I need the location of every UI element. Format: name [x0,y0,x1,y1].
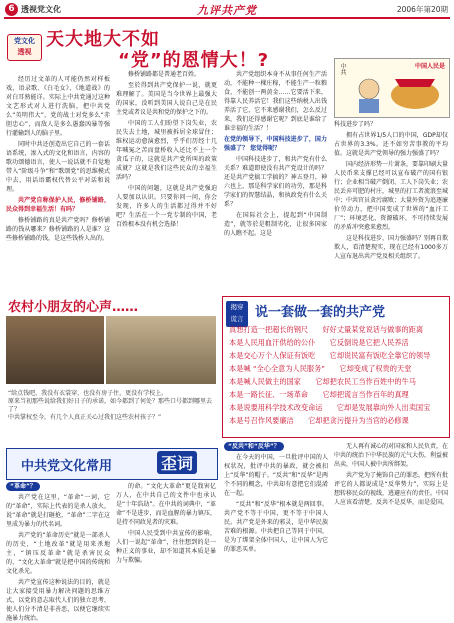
paragraph: 这是科技进步，国力强盛吗？别再自欺欺人，看清楚现实，现在已经有1000多万人宣布退出共产党及相关组织了。 [334,235,449,260]
section-tag-line2: 透视 [17,48,32,56]
header-rule [4,17,450,19]
photo-child-right [106,316,216,384]
slogan-row [229,414,445,427]
article-column-2 [116,70,217,283]
badge-top: 揭穿 [230,303,244,311]
term-heading [6,482,110,491]
question-heading: 在党的领导下，中国科技进步了，国力强盛了？ 您觉得呢？ [224,136,327,152]
slogan-row [229,375,445,388]
cartoon-illustration [334,58,450,118]
paragraph: “反共”和“反华”根本就是两回事。共产党不等于中国，更不等于中国人民。共产党是外来的邪灵，是中华民族苦难的根源。中共把自己等同于中国，是为了绑架全体中国人，让中国人为它的罪恶买单。 [224,501,328,553]
slogan-left: 本是一路长征、一场革命 [229,390,309,399]
paragraph: 共产党组织本身不从事任何生产活动，不能种一棵庄稼，不能生产一粒粮食，不能创一两黄金……它要活下来，得靠人民养活它！我们这些纳税人出钱养活了它，它不来感谢我们，怎么反过来，我们还得感谢它呢？到底是谁给了谁幸福的生活？！ [224,71,327,132]
slogan-row [229,323,445,336]
slogan-left: 本是喊人民做主的国家 [229,377,301,386]
term-column-1 [6,482,110,622]
series-title: 九评共产党 [197,4,257,17]
paragraph: 在今天的中国，一旦批评中国的人权状况，批评中共的暴政，就会被扣上“反华”的帽子。“反共”和“反华”是两个不同的概念，中共却有意把它们混淆在一起。 [224,454,328,497]
slogan-right: 它却是发展靠向外人出卖国宝 [336,403,431,412]
term-column-4 [334,442,448,588]
cartoon-side-label: 中共 [339,63,346,75]
slogan-row [229,362,445,375]
headline-line2: “党”的恩情大！? [118,50,270,71]
term-heading-pill: “反共”和“反华”？ [224,442,284,451]
article-column-1 [6,75,110,283]
slogan-right: 它却说民富有饭吃全靠它的领导 [329,351,431,360]
headline-line1: 天大地大不如 [46,29,160,50]
paragraph: 中国的工人们盼望下岗失业，农民失去土地，城里被拆居全球冒住；维权运动愈演愈烈，乎乎们历经十几年喊冤之苦而盘桥收入还比不上一个贪瓜子的，这就是共产党所叫的政策成就？这就是我们这些民众的幸福生活吗？ [116,120,217,181]
slogans-list [229,323,445,427]
slogan-right: 它却把谎言当作百年的真理 [322,390,409,399]
article-column-3 [224,70,327,283]
photo-child-left [6,316,104,384]
term-heading [224,442,328,451]
slogans-title: 说一套做一套的共产党 [255,305,386,320]
kids-poem [8,390,216,432]
poem-line: 中共掌权至今，有几个人真正关心过我们这些农村孩子？” [8,414,162,421]
kids-section-title: 农村小朋友的心声…… [8,300,139,315]
paragraph: 共产党宣传这种说法的目的，就是让大家接受用暴力解决问题的思维方式，以党的意志取代人们的独立思考，使人们分不清是非善恶，以便它继续实施暴力统治。 [6,579,110,622]
paragraph: 无人再有诚心的对国家和人民负责，在中共的统治下中华民族的元气大伤，利益被出卖，中国人被中共所绑架。 [334,443,449,468]
slogan-right: 它却把农民工当作百姓中的牛马 [315,377,416,386]
slogan-right: 它却把贪污提升为当官的必修课 [308,416,409,425]
slogan-left: 本是说要用科学技术改变命运 [229,403,323,412]
poem-line: “给点钱吧，我没有衣裳穿，也没有房子住，更没有学校上。 [8,390,168,397]
paragraph: 共产党的“革命历史”就是一部杀人的历史，“土地改革”就是用来杀地主，“镇压反革命”就是杀害民众的，“文化大革命”就是把中国的传统和文化杀光。 [6,532,110,575]
slogan-row [229,336,445,349]
terms-title-right: 歪词 [157,451,197,474]
paragraph: 修桥铺路的真是共产党吗？修桥铺路的钱从哪来？修桥铺路的人是谁？这些修桥铺路的钱，是这些钱桥人出的。 [6,217,110,242]
paragraph: 的命。“文化大革命”更是戕害亿万人，在中共自己的文件中也承认是“十年浩劫”。在中共的词典中，“革命”不是进步，而是血腥的暴力镇压，是持不同政见者的灾难。 [116,483,216,526]
slogan-row [229,401,445,414]
term-heading-pill: “革命”？ [6,482,40,491]
paragraph: 至於得到共产党保护一说，就更难理解了。美国是当今世界上最强大的国家，没听到美国人说自己是在民主党或者议是共和党的保护之下的。 [116,82,217,116]
section-tag-line1: 党文化 [14,37,35,45]
issue-label: 2006年第20期 [396,5,448,14]
paragraph: 经历过文革的人可能仍然对样板戏、语录歌、《白毛女》、《地道战》的对白耳熟能详。实际上中共党通过这种文艺形式对人进行洗脑，把中共党么“英明伟大”，党的战士对党多么“赤胆忠心”，而敌人是多么愚蠢凶暴等强行灌输到人的脑子里。 [6,76,110,137]
paragraph: 共产党在这里，“革命”一词，它的“革命”，实际上代表的是杀人放火，说“革命”就是打砸抢，“革命”二字在这里成为暴力的代名词。 [6,494,110,528]
term-column-2 [116,482,216,588]
page-number-badge: 6 [5,3,18,16]
article-column-4 [334,120,448,283]
slogan-left: 本是人民用血汗供给的公仆 [229,338,316,347]
slogan-left: 本是交心万个人保证有饭吃 [229,351,316,360]
slogan-left: 本是喊 “全心全意为人民服务” [229,364,325,373]
slogan-row [229,349,445,362]
paragraph: 中国人民受到中共宣传的影响，人们一说起“革命”，往往想到的是一种正义的事业，却不知道其本质是暴力与欺骗。 [116,530,216,564]
section-tag [7,34,42,61]
slogan-right: 好好丈量某党说话与做事的距离 [322,325,424,334]
paragraph: 国内经济形势一片萧条，要靠印刷大量人民币来支撑已经可以宣布破产的国有银行；企业相当破产倒闭、工人下岗失业；农民丢弃可肥的村庄，城里的打工者流浪至城中；中共官员贪污腐败；大量外资为追逐廉价劳动力，把中国变成了世界的“血汗工厂”；环境恶化、资源破坏，不可持续发展的矛盾冲突愈来愈烈。 [334,161,449,231]
slogan-right: 它却变成了权贵的天堂 [339,364,412,373]
paragraph: 中国科技进步了，和共产党有什么关系？难道即使没有共产党设计的吗？还是共产党搞工学搞的？神五登月，神六也上，那是科学家们的功劳，那是科学家们的智慧结晶，和执政党有什么关系？ [224,156,327,208]
paragraph: 同时中共还创造出它自己的一套话语系统，渗入式的文化和语言，内容的歌功颂德语言，使人一说话就不自觉地带入“阶级斗争”和“歌颂党”的思维模式中去，用话语霸权代替公平对话和说理。 [6,141,110,193]
cartoon-caption: 中国人民是 [414,63,445,70]
section-title: 透视党文化 [21,5,61,14]
slogan-right: 它反倒说是它把人民养活 [329,338,409,347]
paragraph: 中国的问题，这就是共产党强迫人要加以认识。只要你问一问，你会发现，许多人的生活都过得并不好吧？生活在一个一党专制的中国，老百姓根本没有机会选择！ [116,185,217,228]
badge-bottom: 谎言 [230,315,244,323]
slogan-left: 本是号召作风要廉洁 [229,416,294,425]
paragraph: 共产党为了掩饰自己的罪恶，把所有批评它的人都说成是“反华势力”，实际上是想转移民众的视线，逃避应有的责任。中国人应该看清楚，反共不是反华，而是爱国。 [334,472,449,506]
slogan-row [229,388,445,401]
paragraph: 拥有占世界1/5人口的中国，GDP却仅占世界的3.3%。还不如穷苦事教的平均值。这就是共产党领导的强力强盛了吗？ [334,132,448,157]
bold-question: 共产党自称保护人民，修桥铺路，民众得到幸福生活！有吗？ [6,197,110,213]
slogans-box [222,296,450,438]
term-column-3 [224,442,328,588]
paragraph: 在国际社会上，提起到“中国制造”，就等於是粗制劣化，让很多国家的人瞧不起。这是 [224,212,327,237]
terms-title-left: 中共党文化常用 [21,459,113,474]
slogan-left: 真想打造一把超长的钢尺 [229,325,309,334]
poem-line: 原来当初那些说给我们好日子的承诺，如今都到了何处？那些口号都到哪里去了？ [8,398,213,413]
terms-title-box [6,448,218,480]
question-heading: 科技进步了吗？ [334,121,377,128]
paragraph: 修桥铺路都是普通老百姓。 [128,71,201,78]
